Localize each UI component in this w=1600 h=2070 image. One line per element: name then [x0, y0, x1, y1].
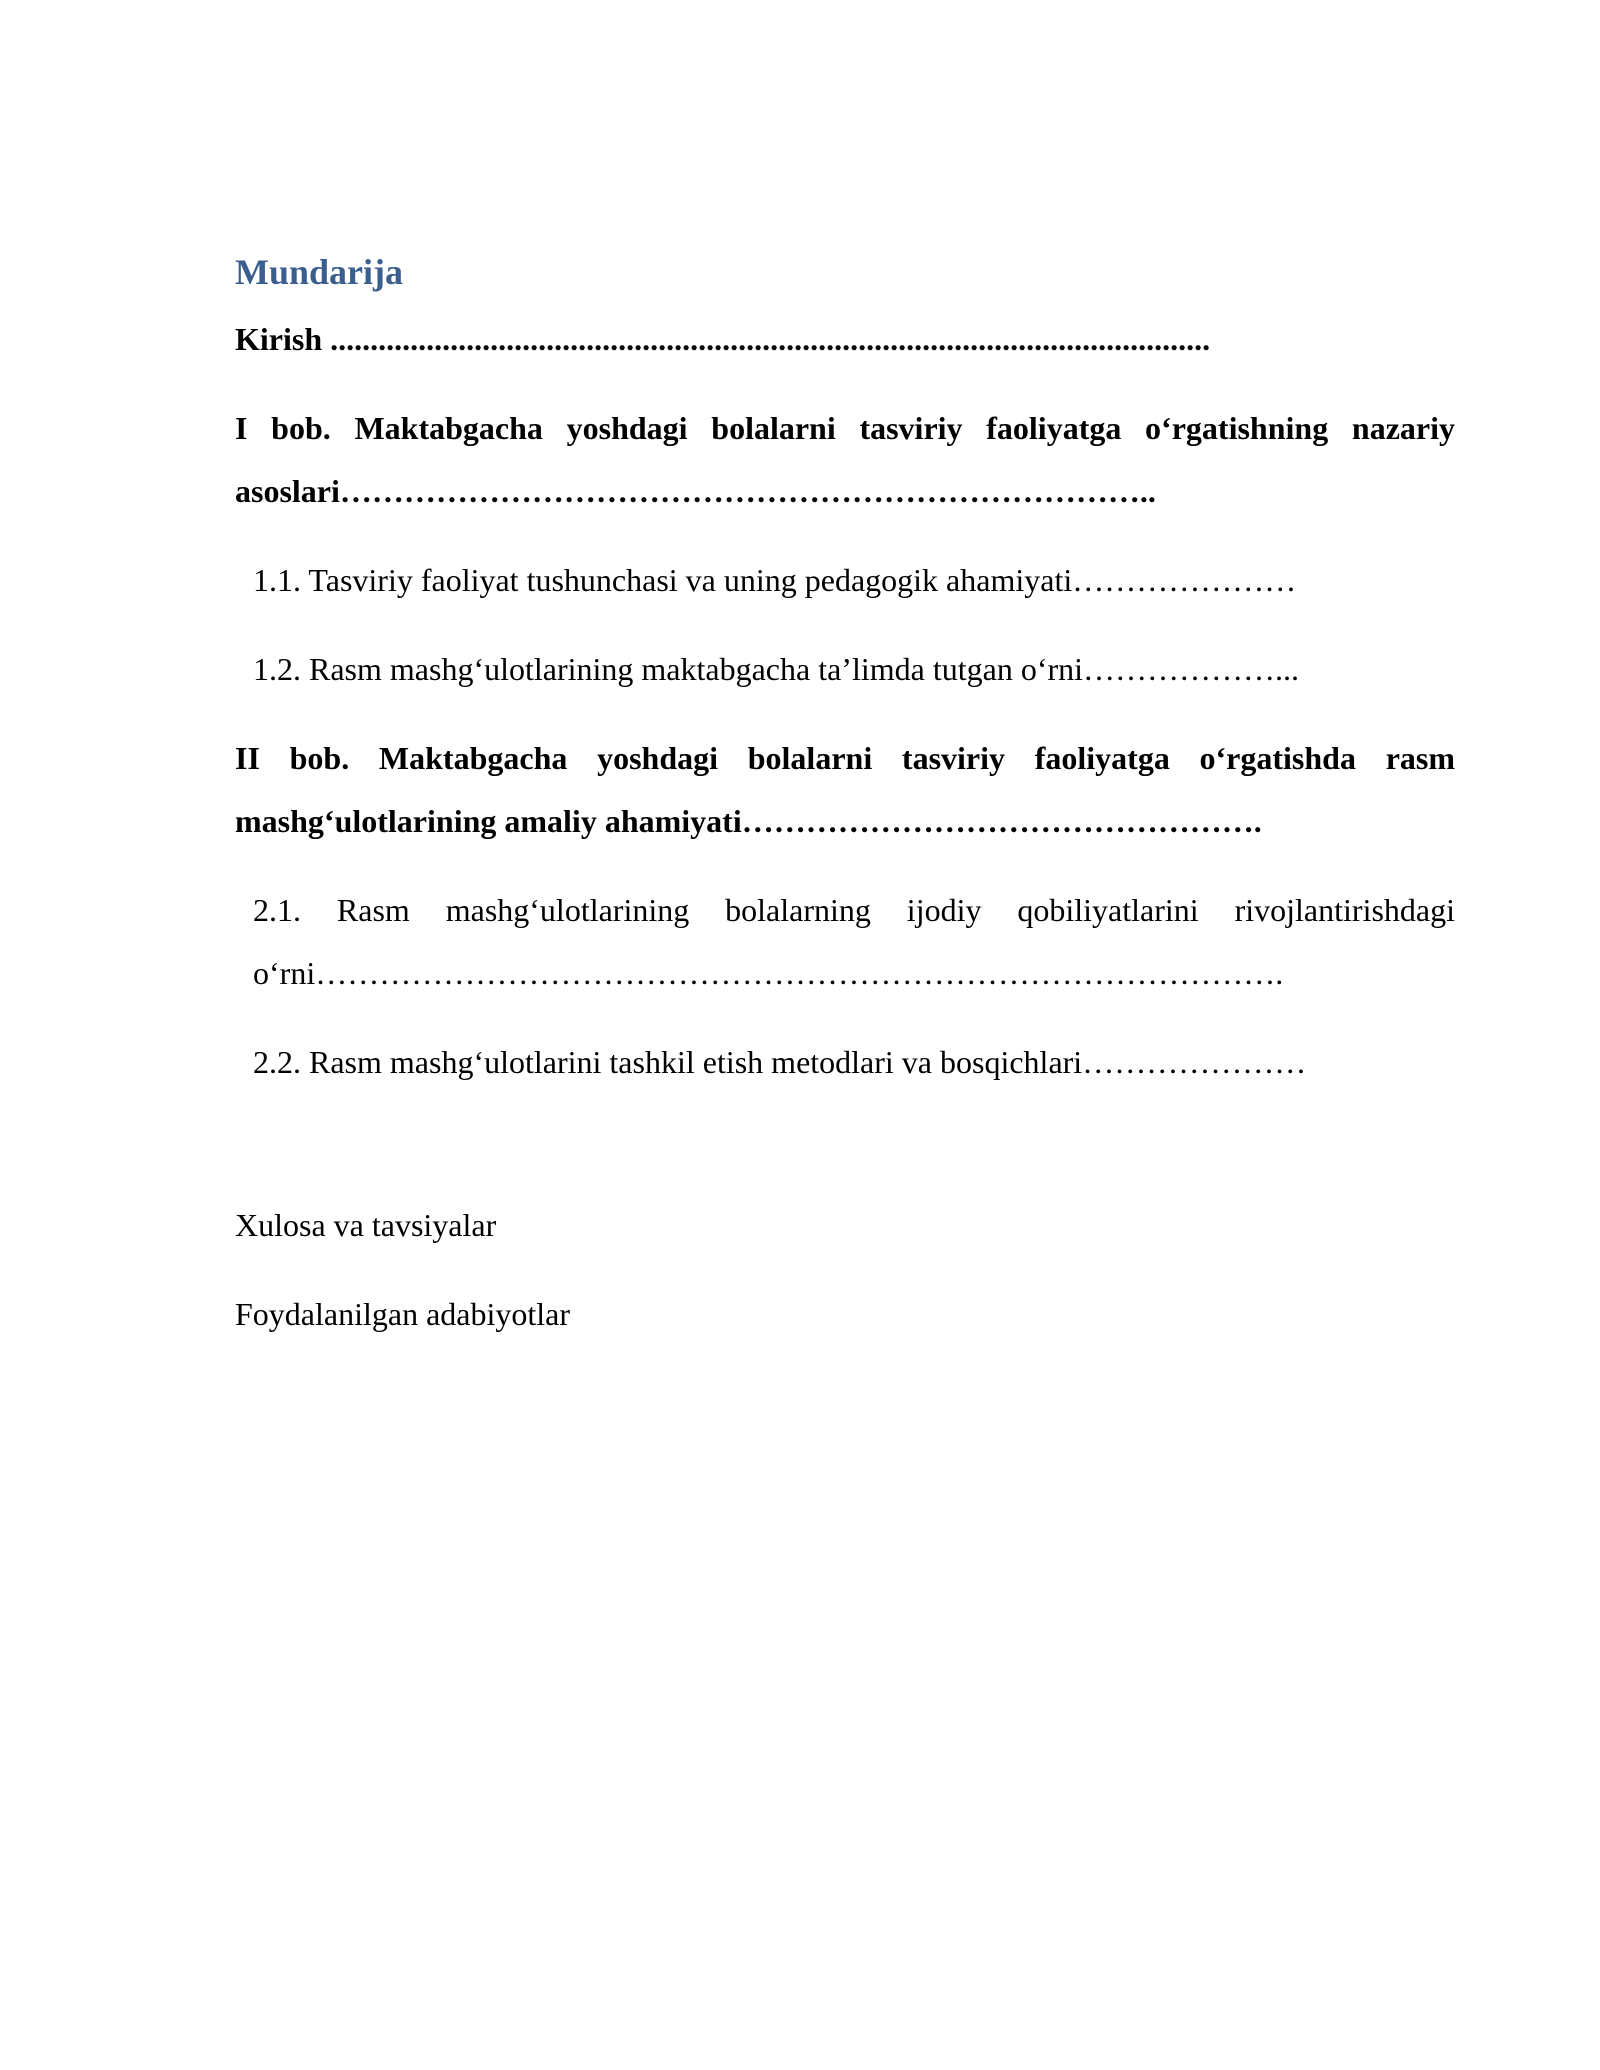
toc-entry-kirish: Kirish ..............................................................................................................: [235, 321, 1211, 357]
toc-entry-references: Foydalanilgan adabiyotlar: [235, 1296, 571, 1332]
toc-entry-section-1-1: 1.1. Tasviriy faoliyat tushunchasi va uning pedagogik ahamiyati…………………: [253, 562, 1297, 598]
toc-entry-conclusion: Xulosa va tavsiyalar: [235, 1207, 497, 1243]
toc-entry-chapter-1: I bob. Maktabgacha yoshdagi bolalarni tasviriy faoliyatga o‘rgatishning nazariy asoslari…………………………………………………………………..: [235, 410, 1455, 509]
table-of-contents: [235, 250, 1455, 1346]
toc-entry-section-1-2: 1.2. Rasm mashg‘ulotlarining maktabgacha ta’limda tutgan o‘rni………………...: [253, 651, 1300, 687]
toc-entry-section-2-2: 2.2. Rasm mashg‘ulotlarini tashkil etish metodlari va bosqichlari…………………: [253, 1044, 1307, 1080]
toc-entry-section-2-1: 2.1. Rasm mashg‘ulotlarining bolalarning ijodiy qobiliyatlarini rivojlantirishdagi o‘rni……………………………………………………………………………….: [253, 892, 1455, 991]
toc-entry-chapter-2: II bob. Maktabgacha yoshdagi bolalarni tasviriy faoliyatga o‘rgatishda rasm mashg‘ulotlarining amaliy ahamiyati………………………………………….: [235, 740, 1455, 839]
toc-title: Mundarija: [235, 252, 404, 292]
